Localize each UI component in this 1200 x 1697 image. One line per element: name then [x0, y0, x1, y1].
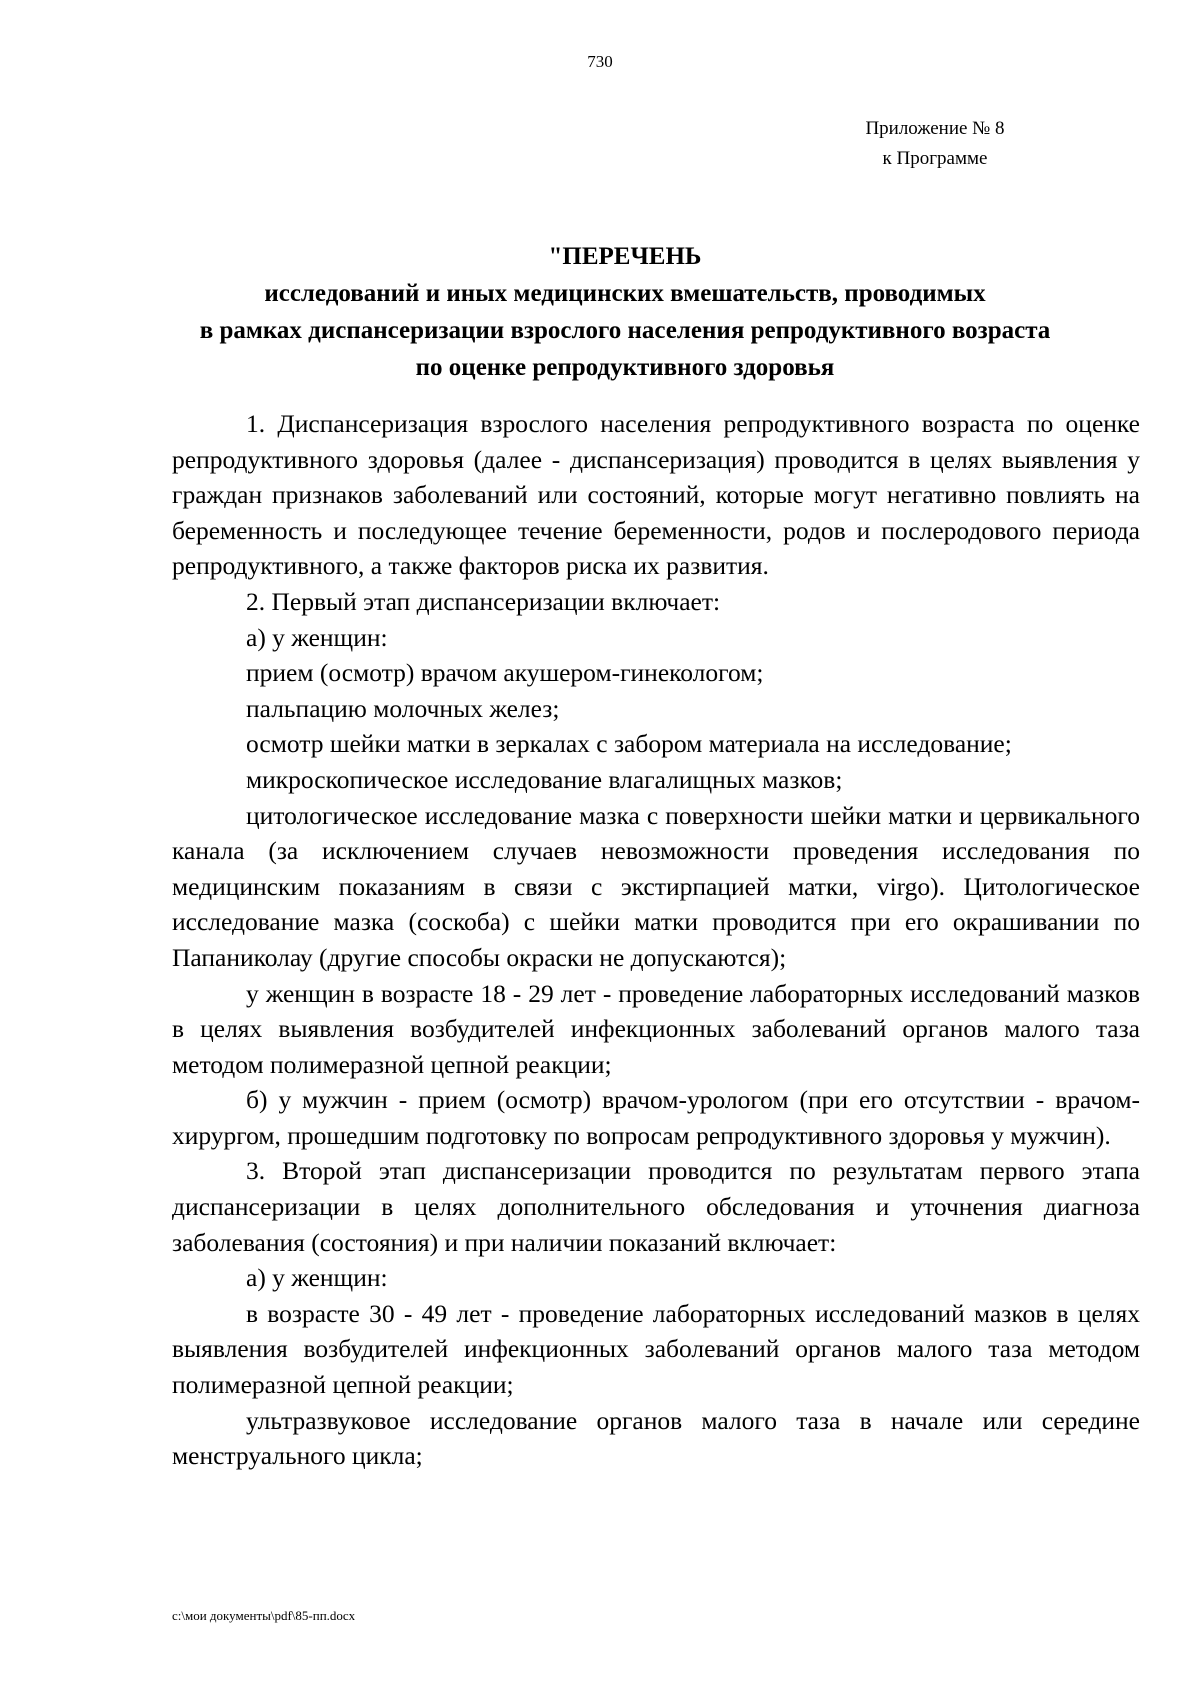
paragraph: осмотр шейки матки в зеркалах с забором материала на исследование;: [246, 729, 1012, 759]
page-number: 730: [587, 52, 613, 71]
appendix-line-1: Приложение № 8: [865, 118, 1005, 139]
appendix-reference: [810, 114, 1060, 174]
paragraph: микроскопическое исследование влагалищных мазков;: [246, 764, 843, 794]
title-line-3: в рамках диспансеризации взрослого населения репродуктивного возраста: [199, 317, 1051, 344]
appendix-line-2: к Программе: [882, 148, 988, 169]
paragraph: цитологическое исследование мазка с поверхности шейки матки и цервикального канала (за исключением случаев невозможности проведения исследования по медицинским показаниям в связи с экстирпацией матки, virgo). Цитологическое исследование мазка (соскоба) с шейки матки проводится при его окрашивании по Папаниколау (другие способы окраски не допускаются);: [172, 800, 1140, 972]
document-body: [172, 406, 1140, 1474]
paragraph: а) у женщин:: [246, 1263, 388, 1293]
paragraph: в возрасте 30 - 49 лет - проведение лабораторных исследований мазков в целях выявления возбудителей инфекционных заболеваний органов малого таза методом полимеразной цепной реакции;: [172, 1298, 1140, 1400]
title-line-2: исследований и иных медицинских вмешательств, проводимых: [264, 280, 986, 307]
paragraph: а) у женщин:: [246, 622, 388, 652]
paragraph: пальпацию молочных желез;: [246, 693, 560, 723]
file-path-footer: c:\мои документы\pdf\85-пп.docx: [172, 1608, 356, 1623]
paragraph: 2. Первый этап диспансеризации включает:: [246, 586, 721, 616]
paragraph: ультразвуковое исследование органов малого таза в начале или середине менструального цикла;: [172, 1405, 1140, 1471]
paragraph: 1. Диспансеризация взрослого населения репродуктивного возраста по оценке репродуктивного здоровья (далее - диспансеризация) проводится в целях выявления у граждан признаков заболеваний или состояний, которые могут негативно повлиять на беременность и последующее течение беременности, родов и послеродового периода репродуктивного, а также факторов риска их развития.: [172, 409, 1140, 581]
paragraph: прием (осмотр) врачом акушером-гинекологом;: [246, 658, 764, 688]
paragraph: б) у мужчин - прием (осмотр) врачом-урологом (при его отсутствии - врачом-хирургом, прошедшим подготовку по вопросам репродуктивного здоровья у мужчин).: [172, 1085, 1140, 1150]
paragraph: 3. Второй этап диспансеризации проводится по результатам первого этапа диспансеризации в целях дополнительного обследования и уточнения диагноза заболевания (состояния) и при наличии показаний включает:: [172, 1156, 1140, 1257]
title-line-4: по оценке репродуктивного здоровья: [415, 354, 835, 381]
paragraph: у женщин в возрасте 18 - 29 лет - проведение лабораторных исследований мазков в целях выявления возбудителей инфекционных заболеваний органов малого таза методом полимеразной цепной реакции;: [172, 978, 1140, 1079]
title-line-1: "ПЕРЕЧЕНЬ: [548, 243, 702, 270]
document-title: [160, 238, 1090, 386]
